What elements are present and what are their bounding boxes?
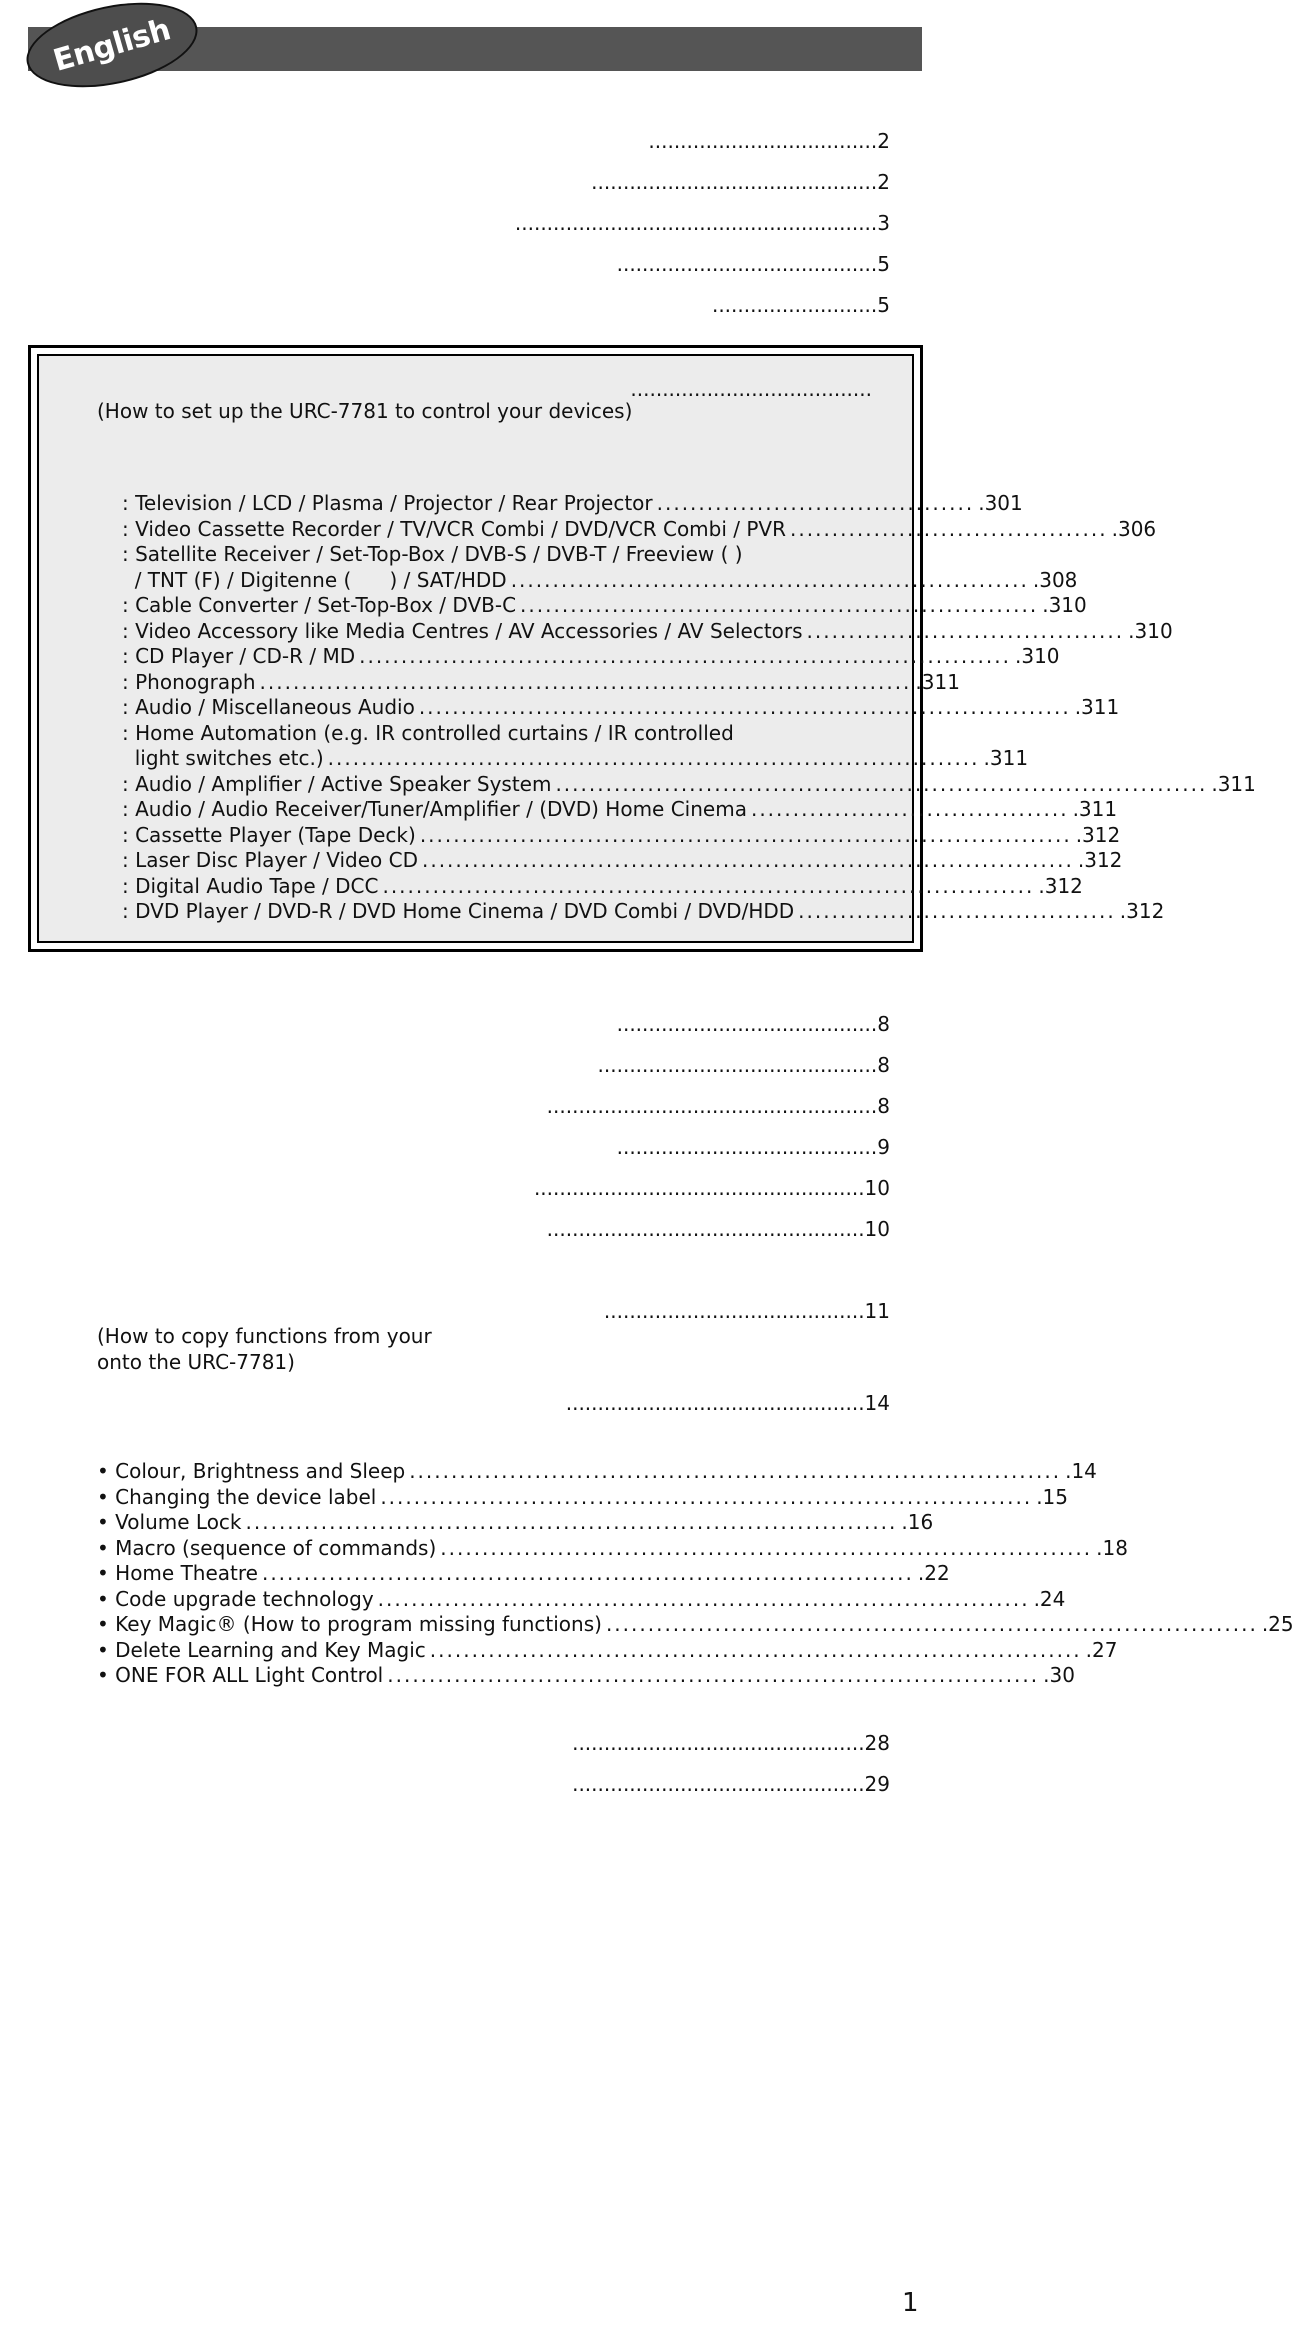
device-entry: : Cassette Player (Tape Deck) .............................................................................. .312 [122,823,1121,847]
device-entry: : Video Accessory like Media Centres / AV Accessories / AV Selectors ...................................... .310 [122,619,1173,643]
feature-entry: • Key Magic® (How to program missing functions) .............................................................................. .25 [97,1612,1294,1636]
language-label: English [49,11,175,79]
feature-entry: • Changing the device label .............................................................................. .15 [97,1485,1069,1509]
toc-line: .............................................2 [591,170,890,194]
toc-line: ...............................................14 [565,1391,890,1415]
toc-line: ..........................5 [711,293,890,317]
device-entry: / TNT (F) / Digitenne ( ) / SAT/HDD .............................................................. .308 [122,568,1078,592]
feature-entry: • ONE FOR ALL Light Control .............................................................................. .30 [97,1663,1075,1687]
learning-desc: onto the URC-7781) [97,1350,295,1374]
toc-line: .........................................8 [616,1012,890,1036]
toc-line: ..............................................29 [572,1772,890,1796]
toc-line: ....................................................8 [546,1094,890,1118]
device-entry: : Laser Disc Player / Video CD .............................................................................. .312 [122,848,1123,872]
toc-line: .........................................................3 [514,211,890,235]
device-entry: light switches etc.) .............................................................................. .311 [122,746,1029,770]
toc-line: ..................................................10 [546,1217,890,1241]
toc-line: .........................................11 [603,1299,890,1323]
toc-line: ..............................................28 [572,1731,890,1755]
device-entry: : CD Player / CD-R / MD .............................................................................. .310 [122,644,1060,668]
feature-entry: • Macro (sequence of commands) .............................................................................. .18 [97,1536,1128,1560]
feature-entry: • Delete Learning and Key Magic .............................................................................. .27 [97,1638,1118,1662]
device-entry: : Cable Converter / Set-Top-Box / DVB-C .............................................................. .310 [122,593,1087,617]
device-entry: : Phonograph .............................................................................. .311 [122,670,960,694]
device-entry: : Video Cassette Recorder / TV/VCR Combi / DVD/VCR Combi / PVR ...................................... .306 [122,517,1157,541]
device-entry: : Audio / Miscellaneous Audio .............................................................................. .311 [122,695,1120,719]
device-entry: : Satellite Receiver / Set-Top-Box / DVB-S / DVB-T / Freeview ( ) [122,542,743,566]
device-entry: : Audio / Amplifier / Active Speaker System .............................................................................. .311 [122,772,1256,796]
device-entry: : DVD Player / DVD-R / DVD Home Cinema / DVD Combi / DVD/HDD ...................................... .312 [122,899,1165,923]
feature-entry: • Colour, Brightness and Sleep .............................................................................. .14 [97,1459,1097,1483]
setup-subtitle: (How to set up the URC-7781 to control your devices) [97,399,633,423]
device-entry: : Television / LCD / Plasma / Projector / Rear Projector ...................................... .301 [122,491,1023,515]
learning-desc: (How to copy functions from your [97,1324,432,1348]
feature-entry: • Volume Lock .............................................................................. .16 [97,1510,934,1534]
setup-leader: ...................................... [630,377,872,401]
toc-line: .........................................5 [616,252,890,276]
feature-entry: • Code upgrade technology .............................................................................. .24 [97,1587,1066,1611]
toc-line: ....................................................10 [533,1176,890,1200]
device-entry: : Home Automation (e.g. IR controlled curtains / IR controlled [122,721,734,745]
toc-line: ....................................2 [648,129,890,153]
toc-line: .........................................9 [616,1135,890,1159]
language-badge [19,0,205,101]
toc-line: ............................................8 [597,1053,890,1077]
device-entry: : Digital Audio Tape / DCC .............................................................................. .312 [122,874,1083,898]
device-entry: : Audio / Audio Receiver/Tuner/Amplifier / (DVD) Home Cinema ...................................... .311 [122,797,1118,821]
page-number: 1 [902,2288,919,2318]
feature-entry: • Home Theatre .............................................................................. .22 [97,1561,950,1585]
